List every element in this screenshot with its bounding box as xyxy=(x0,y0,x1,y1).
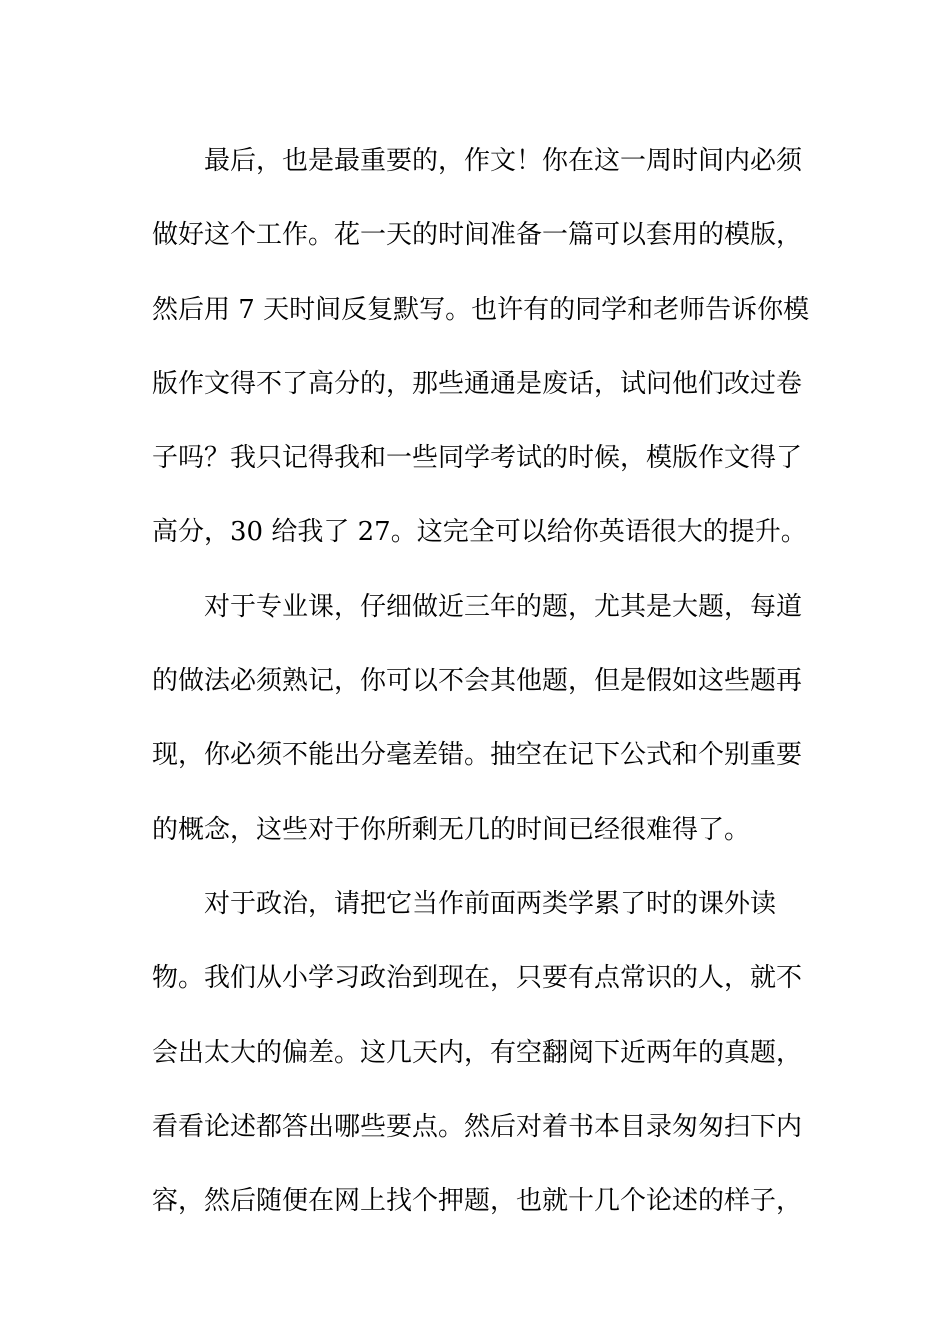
text-line: 对于政治，请把它当作前面两类学累了时的课外读 xyxy=(204,888,777,919)
text-line: 最后，也是最重要的，作文！你在这一周时间内必须 xyxy=(204,146,803,176)
text-line: 的做法必须熟记，你可以不会其他题，但是假如这些题再 xyxy=(152,666,803,697)
document-body xyxy=(152,124,810,1238)
text-line: 然后用 7 天时间反复默写。也许有的同学和老师告诉你模 xyxy=(152,294,810,325)
text-line: 做好这个工作。花一天的时间准备一篇可以套用的模版， xyxy=(152,220,803,251)
text-line: 会出太大的偏差。这几天内，有空翻阅下近两年的真题， xyxy=(152,1037,803,1068)
text-line: 现，你必须不能出分毫差错。抽空在记下公式和个别重要 xyxy=(152,740,803,771)
text-line: 对于专业课，仔细做近三年的题，尤其是大题，每道 xyxy=(204,591,803,622)
text-line: 版作文得不了高分的，那些通通是废话，试问他们改过卷 xyxy=(152,368,803,399)
text-line: 容，然后随便在网上找个押题，也就十几个论述的样子， xyxy=(152,1186,803,1217)
text-line: 的概念，这些对于你所剩无几的时间已经很难得了。 xyxy=(152,814,751,845)
text-line: 高分，30 给我了 27。这完全可以给你英语很大的提升。 xyxy=(152,517,807,548)
paragraph-major-course xyxy=(152,570,803,867)
text-line: 看看论述都答出哪些要点。然后对着书本目录匆匆扫下内 xyxy=(152,1111,803,1142)
paragraph-essay xyxy=(152,124,810,570)
paragraph-politics xyxy=(152,867,803,1238)
text-line: 物。我们从小学习政治到现在，只要有点常识的人，就不 xyxy=(152,963,803,994)
text-line: 子吗？我只记得我和一些同学考试的时候，模版作文得了 xyxy=(152,443,803,474)
